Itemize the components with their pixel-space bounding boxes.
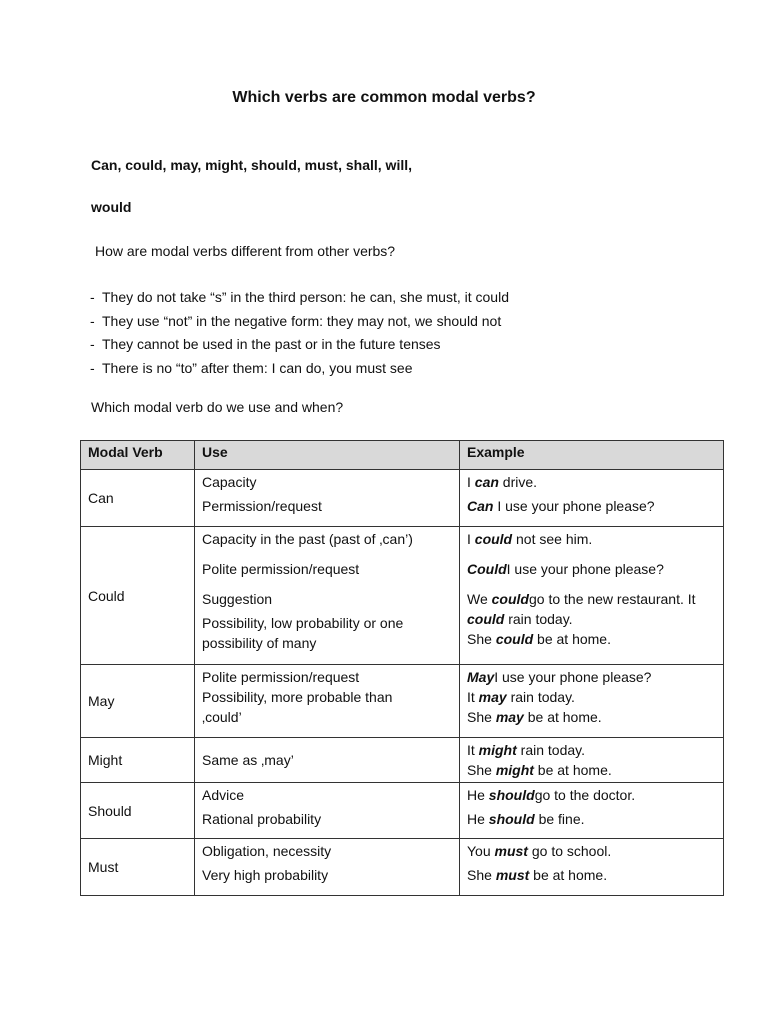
example-line: MayI use your phone please? [467,669,652,685]
header-use: Use [195,441,460,470]
use-line: Obligation, necessity [202,843,332,859]
bullet-dash: - [90,359,95,376]
use-cell [195,527,460,665]
list-item [90,357,509,381]
use-line: Capacity in the past (past of ‚can’) [202,531,413,547]
use-line: Very high probability [202,867,329,883]
example-line: She could be at home. [467,631,611,647]
table-row [81,839,724,896]
example-line: I can drive. [467,474,538,490]
example-cell [460,665,724,738]
example-cell [460,839,724,896]
header-modal-verb: Modal Verb [81,441,195,470]
verb-cell: Can [81,470,195,527]
modal-verb-emphasis: could [467,611,505,627]
use-cell [195,665,460,738]
table-row [81,783,724,839]
use-line: Possibility, more probable than [202,689,393,705]
difference-points-list [90,286,509,380]
example-line: could rain today. [467,611,573,627]
use-line: Possibility, low probability or one possibility of many [202,615,404,651]
verb-cell: Must [81,839,195,896]
example-line: She may be at home. [467,709,602,725]
example-cell [460,738,724,783]
bullet-dash: - [90,336,95,352]
table-row [81,738,724,783]
modal-verb-list-line-2: would [91,199,132,215]
verb-cell: Could [81,527,195,665]
modal-verb-emphasis: could [474,531,513,547]
modal-verb-emphasis: should [488,811,535,827]
modal-verb-emphasis: could [491,591,529,607]
use-line: Permission/request [202,498,322,514]
use-line: Suggestion [202,591,273,607]
question-which-modal: Which modal verb do we use and when? [91,399,344,415]
use-line: Capacity [202,474,257,490]
use-line: Advice [202,787,245,803]
use-cell [195,738,460,783]
verb-cell: Should [81,783,195,839]
use-cell [195,783,460,839]
list-item [90,286,509,310]
modal-verb-emphasis: Can [467,498,494,514]
use-line: ‚could’ [202,709,242,725]
modal-verb-emphasis: should [488,787,535,803]
header-example: Example [460,441,724,470]
use-cell [195,470,460,527]
example-line: It might rain today. [467,742,586,758]
example-line: I could not see him. [467,531,593,547]
modal-verb-emphasis: must [494,843,528,859]
point-text: They cannot be used in the past or in the future tenses [102,336,441,352]
use-cell [195,839,460,896]
use-line: Same as ‚may’ [202,752,294,768]
table-header-row [81,441,724,470]
modal-verb-emphasis: may [495,709,524,725]
example-cell [460,470,724,527]
example-line: She might be at home. [467,762,612,778]
point-text: They use “not” in the negative form: they may not, we should not [102,312,502,329]
example-line: You must go to school. [467,843,612,859]
use-line: Polite permission/request [202,561,360,577]
verb-cell: May [81,665,195,738]
point-text: They do not take “s” in the third person: he can, she must, it could [102,289,509,305]
point-text: There is no “to” after them: I can do, you must see [102,359,413,376]
example-line: It may rain today. [467,689,575,705]
table-row [81,665,724,738]
bullet-dash: - [90,312,95,329]
modal-verb-emphasis: may [478,689,507,705]
example-cell [460,783,724,839]
example-line: We couldgo to the new restaurant. It [467,591,696,607]
example-line: He should be fine. [467,811,585,827]
modal-verb-emphasis: Could [467,561,507,577]
page-title: Which verbs are common modal verbs? [232,89,536,106]
example-line: He shouldgo to the doctor. [467,787,636,803]
modal-verb-list-line-1: Can, could, may, might, should, must, shall, will, [91,157,413,173]
modal-verb-emphasis: might [478,742,517,758]
use-line: Polite permission/request [202,669,360,685]
modal-verb-emphasis: could [495,631,534,647]
modal-verbs-table [80,440,724,896]
example-line: She must be at home. [467,867,608,883]
modal-verb-emphasis: must [495,867,530,883]
table-row [81,470,724,527]
table-row [81,527,724,665]
modal-verb-emphasis: might [495,762,534,778]
bullet-dash: - [90,289,95,305]
use-line: Rational probability [202,811,322,827]
verb-cell: Might [81,738,195,783]
modal-verb-emphasis: May [467,669,495,685]
example-line: CouldI use your phone please? [467,561,664,577]
example-line: Can I use your phone please? [467,498,655,514]
question-difference: How are modal verbs different from other verbs? [95,243,396,259]
example-cell [460,527,724,665]
modal-verb-emphasis: can [474,474,499,490]
list-item [90,333,509,357]
list-item [90,310,509,334]
